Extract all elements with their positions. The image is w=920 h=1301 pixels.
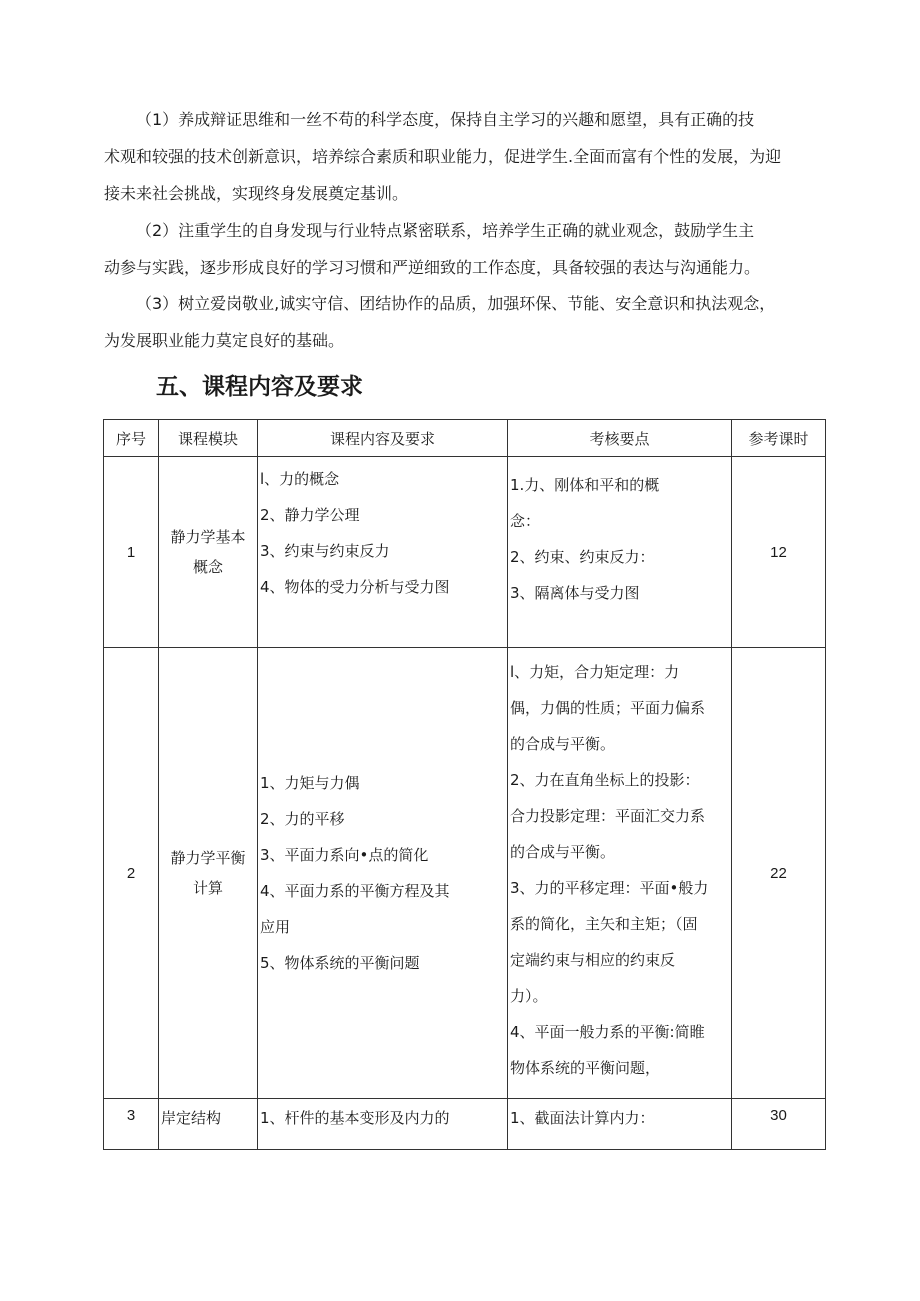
points-line: 物体系统的平衡问题，	[510, 1059, 661, 1077]
content-line: 3、约束与约束反力	[260, 542, 390, 560]
paragraph-line: 动参与实践，逐步形成良好的学习习惯和严逆细致的工作态度，具备较强的表达与沟通能力。	[104, 258, 761, 277]
module-line: 静力学基本	[170, 528, 246, 546]
points-line: 3、力的平移定理：平面•般力	[510, 879, 709, 897]
paragraph-line: 为发展职业能力莫定良好的基础。	[104, 331, 345, 350]
module-line: 计算	[192, 879, 223, 897]
content-line: 5、物体系统的平衡问题	[260, 954, 420, 972]
points-line: l、力矩，合力矩定理：力	[510, 663, 680, 681]
content-line: 1、杆件的基本变形及内力的	[260, 1109, 450, 1127]
paragraph-line: （2）注重学生的自身发现与行业特点紧密联系，培养学生正确的就业观念，鼓励学生主	[136, 221, 755, 240]
content-line: 2、力的平移	[260, 810, 345, 828]
content-line: 1、力矩与力偶	[260, 774, 360, 792]
points-line: 念：	[510, 512, 541, 530]
content-cell	[258, 457, 508, 648]
hours-cell: 30	[732, 1099, 826, 1150]
points-line: 力）。	[510, 987, 548, 1005]
course-content-table	[103, 419, 826, 1150]
content-line: 3、平面力系向•点的简化	[260, 846, 429, 864]
module-line: 岸定结构	[161, 1109, 222, 1127]
module-cell	[159, 457, 258, 648]
intro-paragraph-3	[104, 285, 834, 359]
points-line: 4、平面一般力系的平衡:简睢	[510, 1023, 705, 1041]
paragraph-line: （3）树立爱岗敬业,诚实守信、团结协作的品质，加强环保、节能、安全意识和执法观念，	[136, 294, 776, 313]
points-line: 的合成与平衡。	[510, 843, 616, 861]
points-line: 3、隔离体与受力图	[510, 584, 640, 602]
points-line: 2、约束、约束反力：	[510, 548, 655, 566]
points-cell	[508, 648, 732, 1099]
content-cell	[258, 1099, 508, 1150]
module-line: 概念	[192, 558, 223, 576]
points-line: 1、截面法计算内力：	[510, 1109, 655, 1127]
points-line: 的合成与平衡。	[510, 735, 616, 753]
header-points: 考核要点	[508, 420, 732, 457]
row-number: 1	[104, 457, 159, 648]
table-row	[104, 457, 826, 648]
points-line: 定端约束与相应的约束反	[510, 951, 676, 969]
module-cell	[159, 648, 258, 1099]
paragraph-line: （1）养成辩证思维和一丝不苟的科学态度，保持自主学习的兴趣和愿望，具有正确的技	[136, 110, 755, 129]
points-line: 偶，力偶的性质；平面力偏系	[510, 699, 706, 717]
section-heading: 五、课程内容及要求	[156, 374, 363, 400]
content-line: 2、静力学公理	[260, 506, 360, 524]
content-line: 应用	[260, 918, 291, 936]
row-number: 2	[104, 648, 159, 1099]
table-row	[104, 648, 826, 1099]
content-line: 4、平面力系的平衡方程及其	[260, 882, 450, 900]
paragraph-line: 接未来社会挑战，实现终身发展奠定基训。	[104, 184, 409, 203]
points-line: 1.力、刚体和平和的概	[510, 476, 660, 494]
content-line: l、力的概念	[260, 470, 340, 488]
hours-cell: 22	[732, 648, 826, 1099]
module-cell	[159, 1099, 258, 1150]
table-row	[104, 1099, 826, 1150]
header-no: 序号	[104, 420, 159, 457]
intro-paragraph-1	[104, 101, 834, 212]
header-content: 课程内容及要求	[258, 420, 508, 457]
paragraph-line: 术观和较强的技术创新意识，培养综合素质和职业能力，促进学生.全面而富有个性的发展，为迎	[104, 147, 782, 166]
module-line: 静力学平衡	[170, 849, 246, 867]
points-cell	[508, 457, 732, 648]
table-header-row	[104, 420, 826, 457]
row-number: 3	[104, 1099, 159, 1150]
points-line: 系的简化，主矢和主矩；（固	[510, 915, 698, 933]
content-cell	[258, 648, 508, 1099]
header-hours: 参考课时	[732, 420, 826, 457]
intro-paragraph-2	[104, 212, 834, 286]
points-line: 合力投影定理：平面汇交力系	[510, 807, 706, 825]
points-cell	[508, 1099, 732, 1150]
hours-cell: 12	[732, 457, 826, 648]
header-module: 课程模块	[159, 420, 258, 457]
points-line: 2、力在直角坐标上的投影：	[510, 771, 700, 789]
content-line: 4、物体的受力分析与受力图	[260, 578, 450, 596]
